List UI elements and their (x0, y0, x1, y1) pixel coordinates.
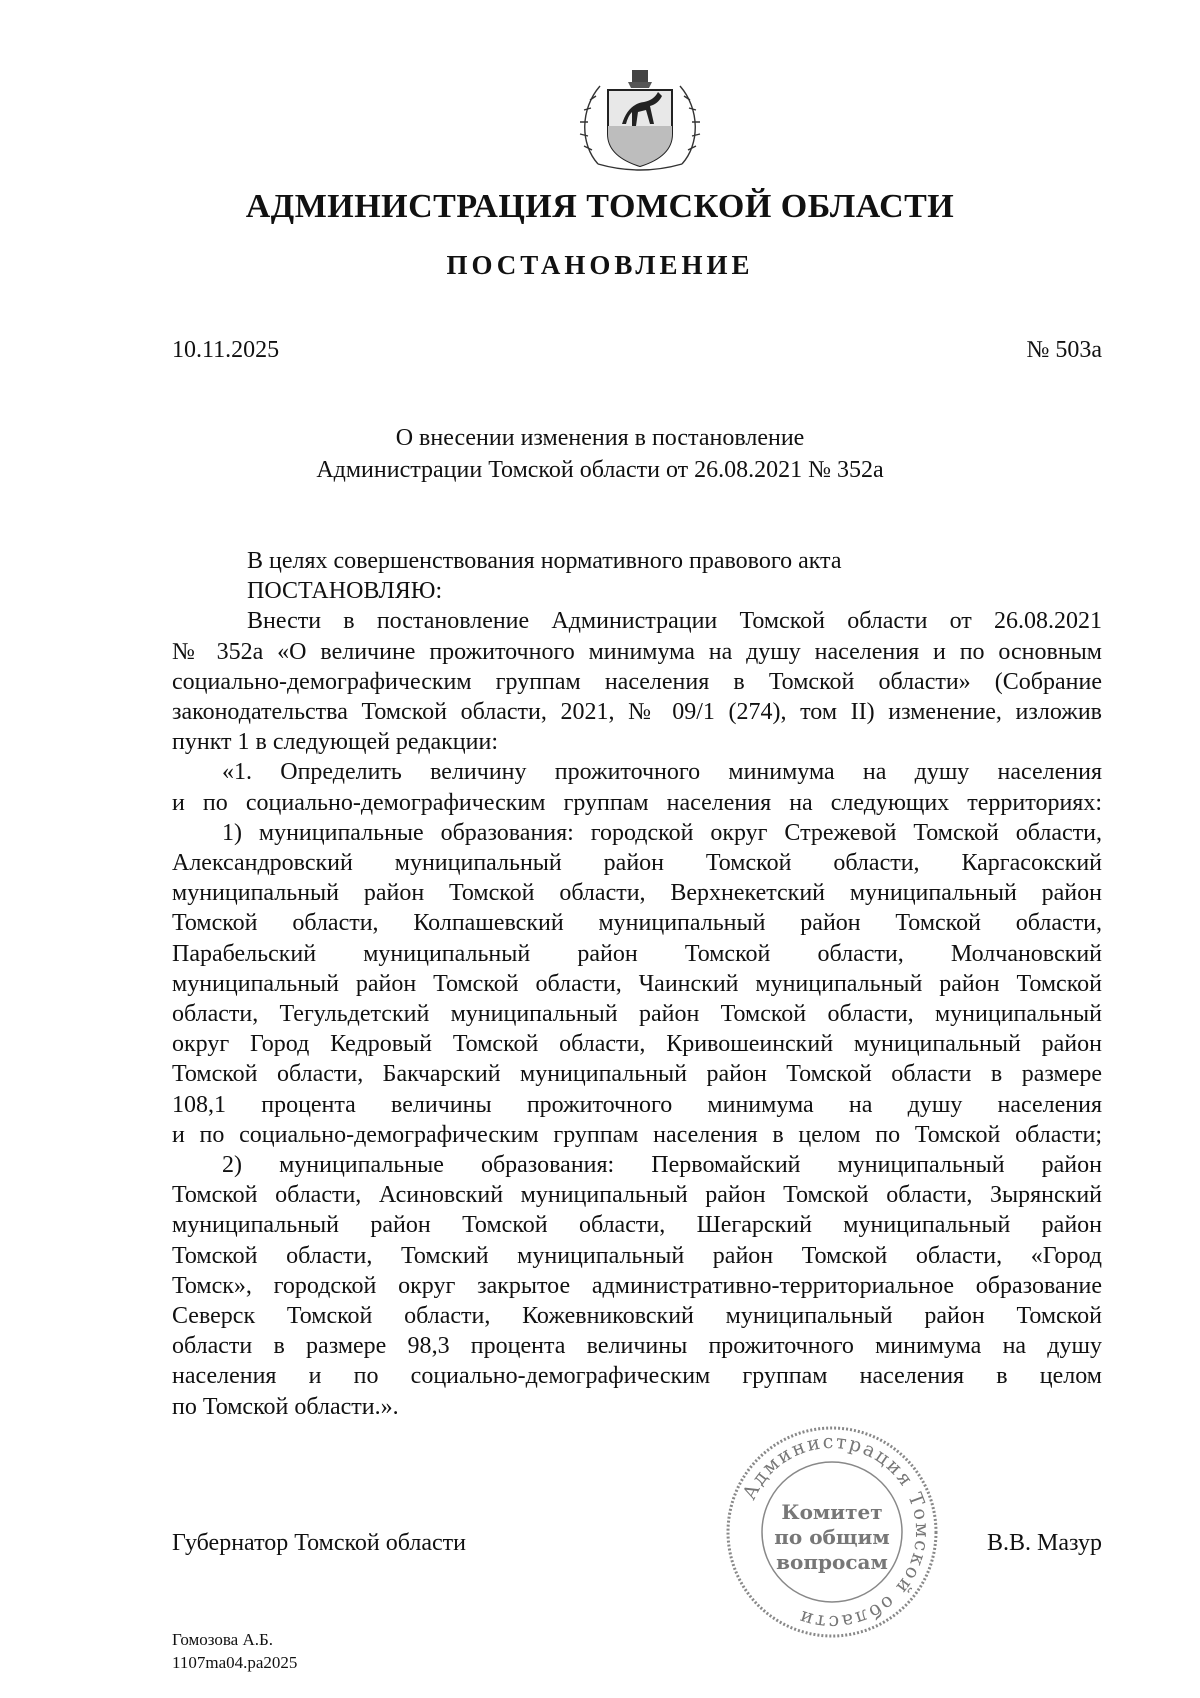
body-line: Внести в постановление Администрации Томской области от 26.08.2021 (247, 608, 1102, 635)
body-line: Томск», городской округ закрытое административно-территориальное образование (172, 1272, 1102, 1299)
document-body (172, 546, 1102, 1422)
body-line: В целях совершенствования нормативного правового акта (247, 548, 842, 574)
official-stamp (722, 1422, 942, 1642)
document-number: № 503а (1026, 337, 1102, 363)
body-line: 108,1 процента величины прожиточного минимума на душу населения (172, 1091, 1102, 1118)
subject-line: Администрации Томской области от 26.08.2021 № 352а (316, 457, 884, 483)
body-line: № 352а «О величине прожиточного минимума на душу населения и по основным (172, 638, 1102, 665)
coat-of-arms-emblem (578, 64, 702, 176)
signatory-position: Губернатор Томской области (172, 1530, 466, 1556)
document-subject (0, 422, 1200, 486)
body-line: 1) муниципальные образования: городской округ Стрежевой Томской области, (222, 819, 1102, 846)
executor-file-code: 1107ma04.pa2025 (172, 1653, 298, 1672)
subject-line: О внесении изменения в постановление (395, 425, 805, 451)
body-line: Томской области, Бакчарский муниципальный район Томской области в размере (172, 1061, 1102, 1088)
stamp-center-text: по общим (774, 1525, 890, 1549)
stamp-center-text: Комитет (781, 1500, 883, 1524)
body-line: муниципальный район Томской области, Шегарский муниципальный район (172, 1212, 1102, 1239)
stamp-ring-text: Администрация Томской области (738, 1430, 934, 1634)
body-line: округ Город Кедровый Томской области, Кривошеинский муниципальный район (172, 1031, 1102, 1058)
body-line: муниципальный район Томской области, Верхнекетский муниципальный район (172, 880, 1102, 907)
body-line: и по социально-демографическим группам населения на следующих территориях: (172, 789, 1102, 816)
body-line: 2) муниципальные образования: Первомайский муниципальный район (222, 1152, 1102, 1179)
document-date: 10.11.2025 (172, 337, 280, 363)
body-line: Северск Томской области, Кожевниковский муниципальный район Томской (172, 1303, 1102, 1330)
body-line: «1. Определить величину прожиточного минимума на душу населения (222, 759, 1102, 786)
body-line: области, Тегульдетский муниципальный район Томской области, муниципальный (172, 1001, 1102, 1028)
body-line: населения и по социально-демографическим группам населения в целом (172, 1363, 1102, 1390)
document-type: ПОСТАНОВЛЕНИЕ (446, 250, 754, 280)
body-line-resolve: ПОСТАНОВЛЯЮ: (247, 578, 443, 605)
signatory-name: В.В. Мазур (987, 1530, 1102, 1556)
body-line: Томской области, Асиновский муниципальный район Томской области, Зырянский (172, 1182, 1102, 1209)
body-line: и по социально-демографическим группам населения в целом по Томской области; (172, 1121, 1102, 1148)
body-line: муниципальный район Томской области, Чаинский муниципальный район Томской (172, 970, 1102, 997)
stamp-center-text: вопросам (776, 1550, 888, 1574)
org-title: АДМИНИСТРАЦИЯ ТОМСКОЙ ОБЛАСТИ (245, 188, 955, 225)
body-line: Томской области, Колпашевский муниципальный район Томской области, (172, 910, 1102, 937)
body-line: Парабельский муниципальный район Томской области, Молчановский (172, 940, 1102, 967)
executor-info (172, 1628, 297, 1674)
body-line: социально-демографическим группам населения в Томской области» (Собрание (172, 668, 1102, 695)
body-line: пункт 1 в следующей редакции: (172, 729, 498, 756)
body-line: по Томской области.». (172, 1393, 399, 1420)
executor-name: Гомозова А.Б. (172, 1630, 274, 1649)
body-line: области в размере 98,3 процента величины прожиточного минимума на душу (172, 1333, 1102, 1360)
body-line: законодательства Томской области, 2021, № 09/1 (274), том II) изменение, изложив (172, 699, 1102, 726)
body-line: Томской области, Томский муниципальный район Томской области, «Город (172, 1242, 1102, 1269)
body-line: Александровский муниципальный район Томской области, Каргасокский (172, 850, 1102, 877)
